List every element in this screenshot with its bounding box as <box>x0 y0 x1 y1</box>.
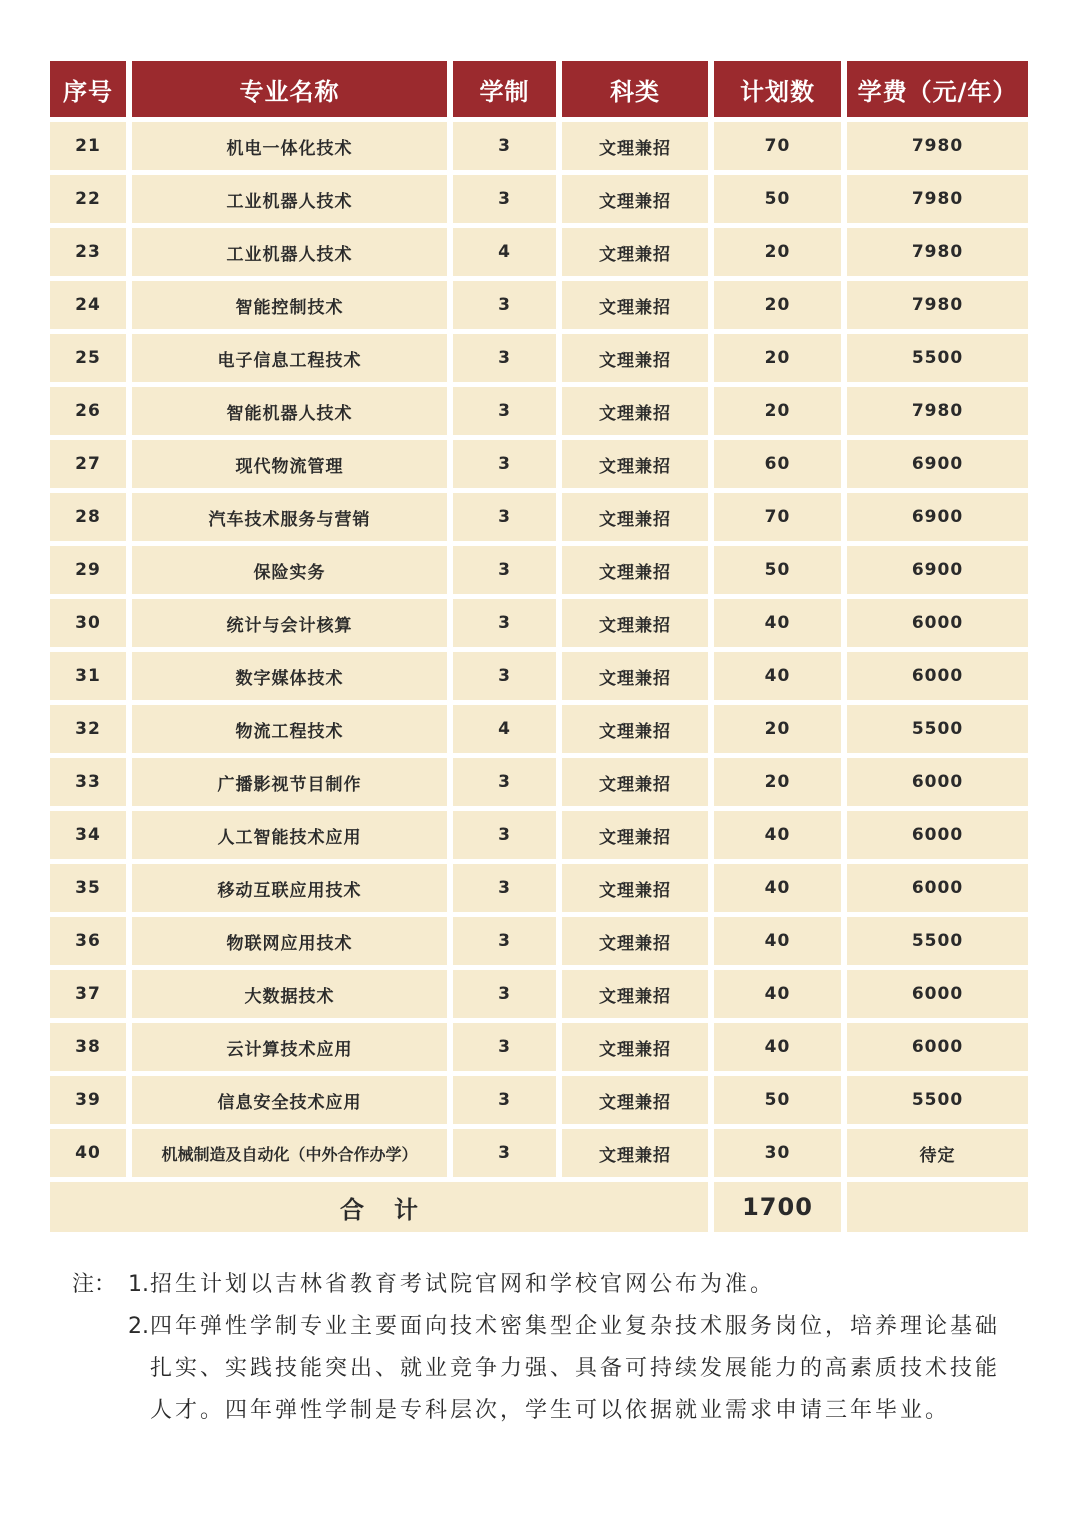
row-6-tuition-cell: 7980 <box>847 387 1028 435</box>
row-6-index-cell: 26 <box>50 387 126 435</box>
row-4-major-cell: 智能控制技术 <box>132 281 447 329</box>
row-1-quota-cell: 70 <box>714 122 841 170</box>
row-20-major-cell: 机械制造及自动化（中外合作办学） <box>132 1129 447 1177</box>
row-15-duration-cell: 3 <box>453 864 556 912</box>
note-1 <box>72 1264 1022 1306</box>
note-1-text: 招生计划以吉林省教育考试院官网和学校官网公布为准。 <box>150 1272 776 1297</box>
total-blank-cell <box>847 1182 1028 1232</box>
row-11-category-cell: 文理兼招 <box>562 652 708 700</box>
header-cell-tuition: 学费（元/年） <box>847 61 1028 117</box>
row-10-tuition-cell: 6000 <box>847 599 1028 647</box>
row-11-quota-cell: 40 <box>714 652 841 700</box>
row-9-duration-cell: 3 <box>453 546 556 594</box>
note-1-number: 1. <box>128 1272 149 1297</box>
row-10-quota-cell: 40 <box>714 599 841 647</box>
row-6-quota-cell: 20 <box>714 387 841 435</box>
row-3-category-cell: 文理兼招 <box>562 228 708 276</box>
row-11-tuition-cell: 6000 <box>847 652 1028 700</box>
row-16-major-cell: 物联网应用技术 <box>132 917 447 965</box>
row-13-major-cell: 广播影视节目制作 <box>132 758 447 806</box>
row-11-index-cell: 31 <box>50 652 126 700</box>
row-8-category-cell: 文理兼招 <box>562 493 708 541</box>
row-13-quota-cell: 20 <box>714 758 841 806</box>
row-4-quota-cell: 20 <box>714 281 841 329</box>
row-7-index-cell: 27 <box>50 440 126 488</box>
row-12-major-cell: 物流工程技术 <box>132 705 447 753</box>
row-3-index-cell: 23 <box>50 228 126 276</box>
row-14-major-cell: 人工智能技术应用 <box>132 811 447 859</box>
row-20-category-cell: 文理兼招 <box>562 1129 708 1177</box>
row-9-quota-cell: 50 <box>714 546 841 594</box>
row-19-duration-cell: 3 <box>453 1076 556 1124</box>
row-1-tuition-cell: 7980 <box>847 122 1028 170</box>
row-2-major-cell: 工业机器人技术 <box>132 175 447 223</box>
row-15-quota-cell: 40 <box>714 864 841 912</box>
header-cell-duration: 学制 <box>453 61 556 117</box>
row-6-category-cell: 文理兼招 <box>562 387 708 435</box>
header-cell-major: 专业名称 <box>132 61 447 117</box>
row-5-tuition-cell: 5500 <box>847 334 1028 382</box>
row-18-index-cell: 38 <box>50 1023 126 1071</box>
row-6-major-cell: 智能机器人技术 <box>132 387 447 435</box>
row-13-category-cell: 文理兼招 <box>562 758 708 806</box>
row-8-major-cell: 汽车技术服务与营销 <box>132 493 447 541</box>
row-7-tuition-cell: 6900 <box>847 440 1028 488</box>
row-15-category-cell: 文理兼招 <box>562 864 708 912</box>
row-3-major-cell: 工业机器人技术 <box>132 228 447 276</box>
row-10-major-cell: 统计与会计核算 <box>132 599 447 647</box>
row-8-duration-cell: 3 <box>453 493 556 541</box>
row-12-quota-cell: 20 <box>714 705 841 753</box>
row-5-category-cell: 文理兼招 <box>562 334 708 382</box>
notes-section <box>72 1264 1022 1432</box>
row-2-quota-cell: 50 <box>714 175 841 223</box>
row-18-category-cell: 文理兼招 <box>562 1023 708 1071</box>
note-prefix: 注： <box>72 1272 117 1297</box>
row-14-duration-cell: 3 <box>453 811 556 859</box>
row-12-tuition-cell: 5500 <box>847 705 1028 753</box>
row-11-major-cell: 数字媒体技术 <box>132 652 447 700</box>
enrollment-table <box>50 61 1030 1232</box>
note-2 <box>72 1306 1022 1432</box>
row-13-index-cell: 33 <box>50 758 126 806</box>
row-3-tuition-cell: 7980 <box>847 228 1028 276</box>
row-8-index-cell: 28 <box>50 493 126 541</box>
row-12-category-cell: 文理兼招 <box>562 705 708 753</box>
row-10-index-cell: 30 <box>50 599 126 647</box>
row-9-category-cell: 文理兼招 <box>562 546 708 594</box>
row-19-major-cell: 信息安全技术应用 <box>132 1076 447 1124</box>
total-value: 1700 <box>714 1182 841 1232</box>
row-9-index-cell: 29 <box>50 546 126 594</box>
row-13-duration-cell: 3 <box>453 758 556 806</box>
row-18-major-cell: 云计算技术应用 <box>132 1023 447 1071</box>
note-2-text: 四年弹性学制专业主要面向技术密集型企业复杂技术服务岗位，培养理论基础扎实、实践技能突出、就业竞争力强、具备可持续发展能力的高素质技术技能人才。四年弹性学制是专科层次，学生可以依据就业需求申请三年毕业。 <box>150 1314 1001 1423</box>
row-20-tuition-cell: 待定 <box>847 1129 1028 1177</box>
row-4-category-cell: 文理兼招 <box>562 281 708 329</box>
row-13-tuition-cell: 6000 <box>847 758 1028 806</box>
row-12-index-cell: 32 <box>50 705 126 753</box>
row-15-major-cell: 移动互联应用技术 <box>132 864 447 912</box>
row-2-index-cell: 22 <box>50 175 126 223</box>
row-10-category-cell: 文理兼招 <box>562 599 708 647</box>
header-cell-index: 序号 <box>50 61 126 117</box>
row-7-duration-cell: 3 <box>453 440 556 488</box>
header-cell-quota: 计划数 <box>714 61 841 117</box>
row-7-major-cell: 现代物流管理 <box>132 440 447 488</box>
row-8-tuition-cell: 6900 <box>847 493 1028 541</box>
row-14-index-cell: 34 <box>50 811 126 859</box>
total-label: 合计 <box>50 1182 708 1232</box>
row-2-duration-cell: 3 <box>453 175 556 223</box>
row-20-quota-cell: 30 <box>714 1129 841 1177</box>
row-17-tuition-cell: 6000 <box>847 970 1028 1018</box>
row-17-major-cell: 大数据技术 <box>132 970 447 1018</box>
row-4-tuition-cell: 7980 <box>847 281 1028 329</box>
row-18-duration-cell: 3 <box>453 1023 556 1071</box>
row-16-quota-cell: 40 <box>714 917 841 965</box>
row-6-duration-cell: 3 <box>453 387 556 435</box>
row-19-quota-cell: 50 <box>714 1076 841 1124</box>
row-1-index-cell: 21 <box>50 122 126 170</box>
row-1-duration-cell: 3 <box>453 122 556 170</box>
row-9-major-cell: 保险实务 <box>132 546 447 594</box>
row-14-quota-cell: 40 <box>714 811 841 859</box>
row-5-major-cell: 电子信息工程技术 <box>132 334 447 382</box>
row-11-duration-cell: 3 <box>453 652 556 700</box>
row-1-major-cell: 机电一体化技术 <box>132 122 447 170</box>
row-20-index-cell: 40 <box>50 1129 126 1177</box>
row-15-tuition-cell: 6000 <box>847 864 1028 912</box>
row-3-duration-cell: 4 <box>453 228 556 276</box>
row-12-duration-cell: 4 <box>453 705 556 753</box>
row-17-index-cell: 37 <box>50 970 126 1018</box>
row-16-duration-cell: 3 <box>453 917 556 965</box>
header-cell-category: 科类 <box>562 61 708 117</box>
row-3-quota-cell: 20 <box>714 228 841 276</box>
row-9-tuition-cell: 6900 <box>847 546 1028 594</box>
row-19-index-cell: 39 <box>50 1076 126 1124</box>
note-2-number: 2. <box>128 1314 149 1339</box>
row-10-duration-cell: 3 <box>453 599 556 647</box>
row-2-category-cell: 文理兼招 <box>562 175 708 223</box>
row-16-tuition-cell: 5500 <box>847 917 1028 965</box>
row-17-category-cell: 文理兼招 <box>562 970 708 1018</box>
row-17-duration-cell: 3 <box>453 970 556 1018</box>
row-2-tuition-cell: 7980 <box>847 175 1028 223</box>
row-1-category-cell: 文理兼招 <box>562 122 708 170</box>
row-18-tuition-cell: 6000 <box>847 1023 1028 1071</box>
row-5-quota-cell: 20 <box>714 334 841 382</box>
row-14-tuition-cell: 6000 <box>847 811 1028 859</box>
row-19-category-cell: 文理兼招 <box>562 1076 708 1124</box>
row-17-quota-cell: 40 <box>714 970 841 1018</box>
row-7-category-cell: 文理兼招 <box>562 440 708 488</box>
row-16-category-cell: 文理兼招 <box>562 917 708 965</box>
row-16-index-cell: 36 <box>50 917 126 965</box>
row-5-index-cell: 25 <box>50 334 126 382</box>
row-4-index-cell: 24 <box>50 281 126 329</box>
row-20-duration-cell: 3 <box>453 1129 556 1177</box>
row-14-category-cell: 文理兼招 <box>562 811 708 859</box>
row-4-duration-cell: 3 <box>453 281 556 329</box>
row-8-quota-cell: 70 <box>714 493 841 541</box>
row-5-duration-cell: 3 <box>453 334 556 382</box>
row-19-tuition-cell: 5500 <box>847 1076 1028 1124</box>
row-7-quota-cell: 60 <box>714 440 841 488</box>
row-15-index-cell: 35 <box>50 864 126 912</box>
row-18-quota-cell: 40 <box>714 1023 841 1071</box>
